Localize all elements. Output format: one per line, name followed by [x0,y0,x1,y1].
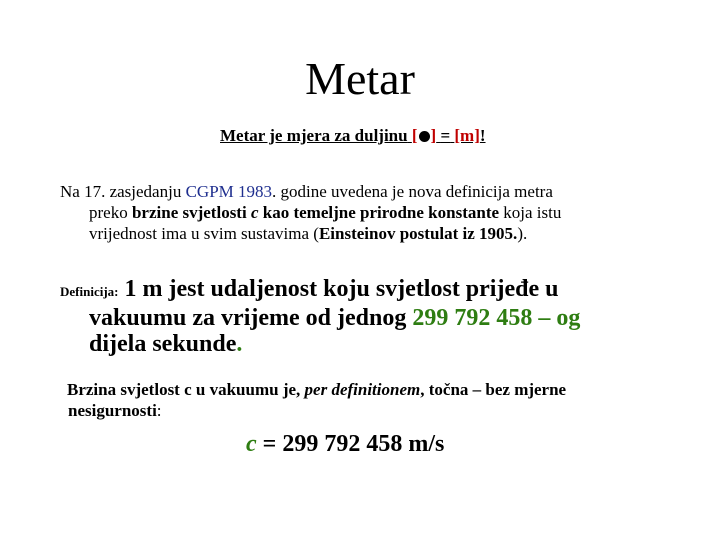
formula-c: c [246,431,257,457]
bracket-open: [ [411,126,418,145]
definition-line2 [60,305,700,331]
equals-sign: = [440,126,451,145]
line3-text: vrijednost ima u svim sustavima ( [89,224,319,243]
line1-rest: . godine uvedena je nova definicija metra [272,182,553,201]
paragraph-definition-history [60,181,700,244]
paragraph1-line3 [60,223,700,244]
c-symbol: c [250,203,259,222]
paragraph-speed-exact [67,379,707,421]
subtitle-text: Metar je mjera za duljinu [220,126,408,145]
definition-period: . [236,331,243,357]
paragraph3-line1 [67,379,707,400]
per-definitionem: per definitionem [304,380,421,399]
paragraph3-line2 [67,400,707,421]
speed-of-light: brzine svjetlosti [131,203,247,222]
slide-title: Metar [305,53,415,104]
p3-text-2: , točna – bez mjerne [420,380,567,399]
definition-text-1: 1 m jest udaljenost koju svjetlost prijeđe u [124,276,559,302]
unit-meter: [m] [454,126,480,145]
p3-colon: : [156,401,162,420]
paragraph1-line1 [60,181,700,202]
speed-formula [246,431,444,458]
definition-label: Definicija: [60,284,119,299]
definition-text-3: dijela sekunde [89,331,237,357]
bracket-close: ] [430,126,437,145]
line2-rest: koja istu [503,203,562,222]
definition-text-2: vakuumu za vrijeme od jednog [89,305,407,331]
definition-block [60,276,700,357]
exclamation: ! [479,126,486,145]
speed-number: 299 792 458 – og [412,305,581,331]
preko-text: preko [89,203,128,222]
cgpm-label: CGPM 1983 [185,182,273,201]
kao-text: kao [262,203,290,222]
p3-text-1: Brzina svjetlost c u vakuumu je, [67,380,301,399]
einstein-postulate: Einsteinov postulat iz 1905. [318,224,518,243]
p3-text-3: nesigurnosti [68,401,157,420]
paragraph1-line2 [60,202,700,223]
definition-line1 [60,276,700,305]
line3-end: ). [517,224,528,243]
intro-text: Na 17. zasjedanju [60,182,182,201]
formula-value: = 299 792 458 m/s [262,431,445,457]
definition-line3 [60,331,700,357]
subtitle [220,126,486,146]
fundamental-constant: temeljne prirodne konstante [293,203,500,222]
length-symbol [419,131,430,142]
